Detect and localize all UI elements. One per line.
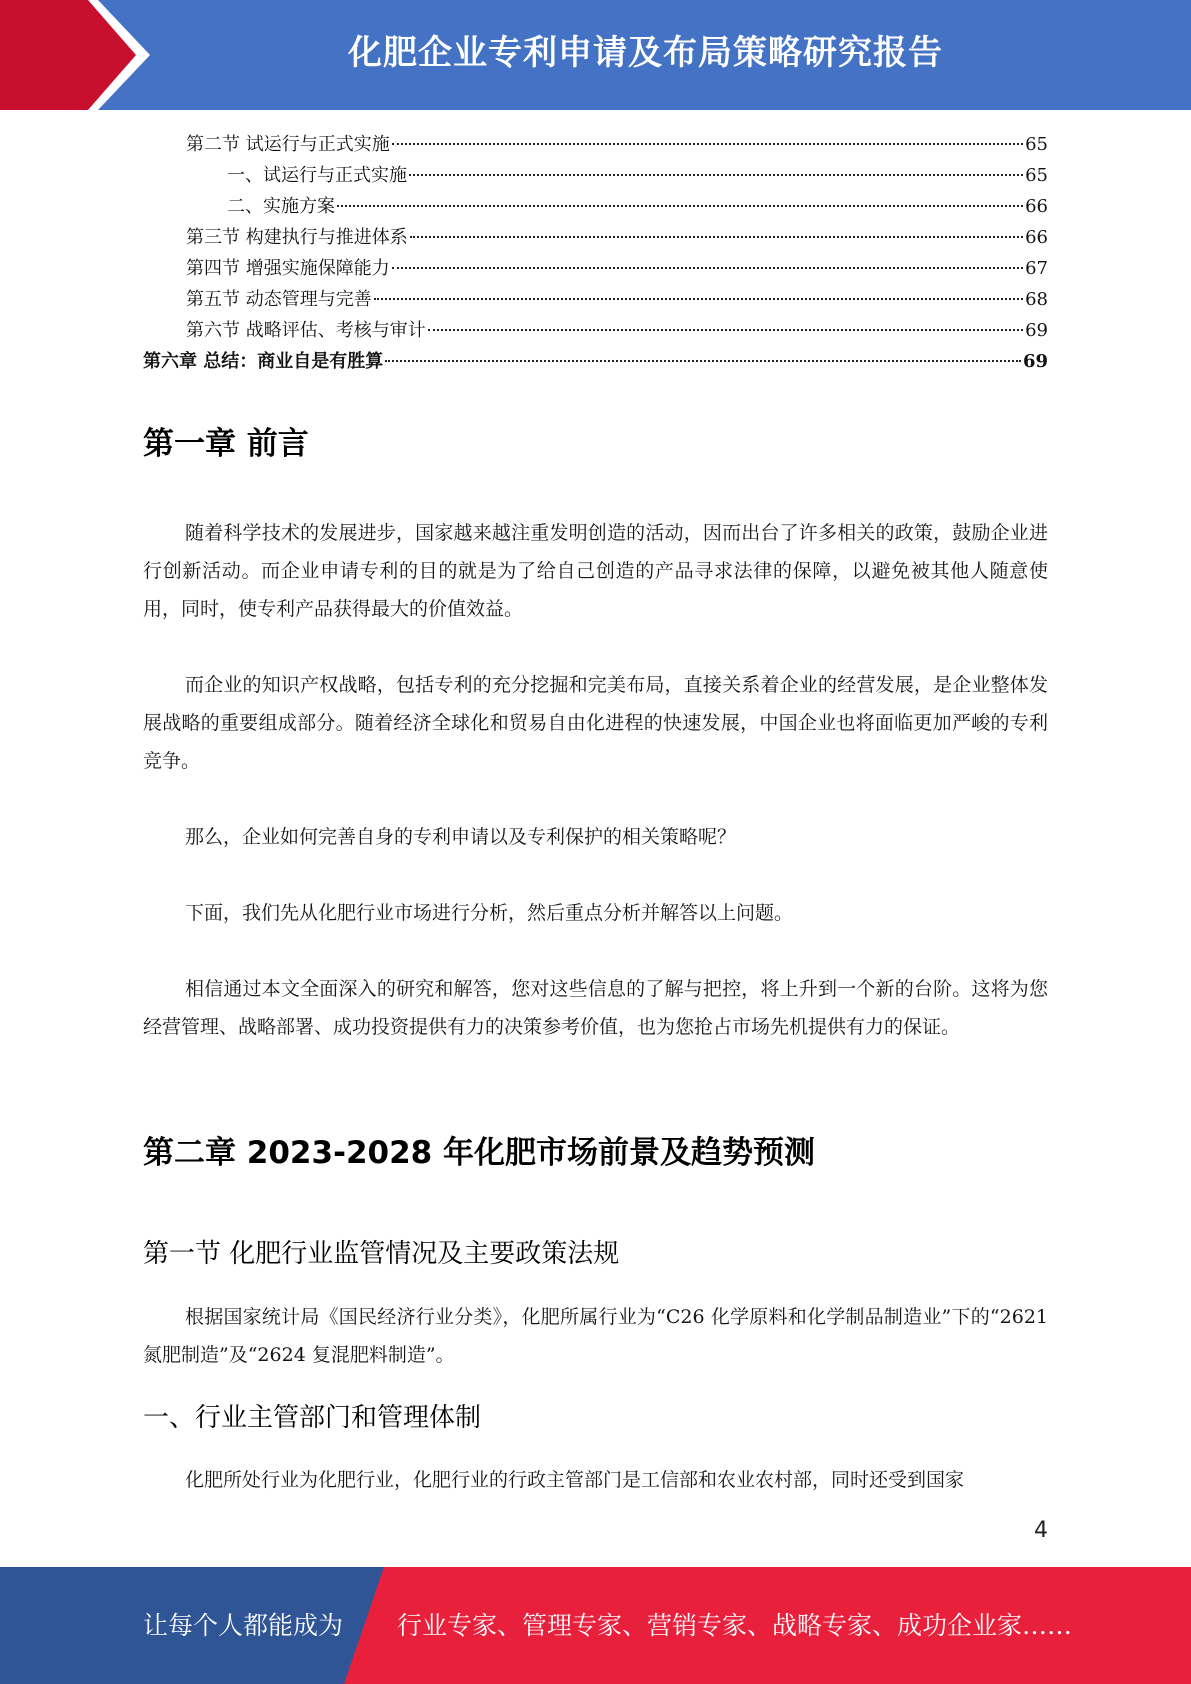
body-paragraph: 那么，企业如何完善自身的专利申请以及专利保护的相关策略呢？ [185,826,737,848]
toc-entry-page: 66 [1025,227,1048,248]
toc-dot-leader [392,143,1023,145]
section-heading: 第一节 化肥行业监管情况及主要政策法规 [143,1239,620,1269]
body-paragraph: 下面，我们先从化肥行业市场进行分析，然后重点分析并解答以上问题。 [185,902,794,924]
toc-entry[interactable] [143,346,1048,377]
toc-dot-leader [374,298,1023,300]
chevron-logo-icon [0,0,160,110]
toc-entry-label: 一、试运行与正式实施 [227,165,407,186]
toc-entry-page: 65 [1025,165,1048,186]
footer-banner [0,1567,1191,1684]
chapter-heading: 第二章 2023-2028 年化肥市场前景及趋势预测 [143,1135,816,1171]
body-paragraph: 化肥所处行业为化肥行业，化肥行业的行政主管部门是工信部和农业农村部，同时还受到国家 [185,1469,965,1491]
footer-slogan-right: 行业专家、管理专家、营销专家、战略专家、成功企业家…… [397,1611,1073,1640]
toc-entry-page: 69 [1022,351,1048,372]
toc-dot-leader [392,267,1023,269]
toc-entry[interactable] [143,191,1048,222]
toc-entry[interactable] [143,315,1048,346]
page-number: 4 [1034,1518,1048,1543]
body-paragraph: 根据国家统计局《国民经济行业分类》，化肥所属行业为“C26 化学原料和化学制品制造业”下的“2621 氮肥制造”及“2624 复混肥料制造”。 [143,1306,1048,1366]
toc-entry-page: 68 [1025,289,1048,310]
toc-entry-label: 第四节 增强实施保障能力 [186,258,390,279]
toc-entry[interactable] [143,160,1048,191]
body-paragraph: 而企业的知识产权战略，包括专利的充分挖掘和完美布局，直接关系着企业的经营发展，是企业整体发展战略的重要组成部分。随着经济全球化和贸易自由化进程的快速发展，中国企业也将面临更加严峻的专利竞争。 [143,674,1048,772]
report-title: 化肥企业专利申请及布局策略研究报告 [348,33,943,73]
body-paragraph: 随着科学技术的发展进步，国家越来越注重发明创造的活动，因而出台了许多相关的政策，鼓励企业进行创新活动。而企业申请专利的目的就是为了给自己创造的产品寻求法律的保障，以避免被其他人随意使用，同时，使专利产品获得最大的价值效益。 [143,522,1048,620]
body-paragraph: 相信通过本文全面深入的研究和解答，您对这些信息的了解与把控，将上升到一个新的台阶。这将为您经营管理、战略部署、成功投资提供有力的决策参考价值，也为您抢占市场先机提供有力的保证。 [143,978,1048,1038]
toc-dot-leader [410,236,1023,238]
toc-entry-label: 第六章 总结：商业自是有胜算 [143,351,384,372]
toc-entry-label: 第六节 战略评估、考核与审计 [186,320,426,341]
toc-entry-label: 第五节 动态管理与完善 [186,289,372,310]
toc-entry-page: 69 [1025,320,1048,341]
toc-entry[interactable] [143,284,1048,315]
toc-entry-label: 第二节 试运行与正式实施 [186,134,390,155]
toc-dot-leader [428,329,1023,331]
toc-dot-leader [409,174,1023,176]
toc-entry[interactable] [143,222,1048,253]
toc-entry-page: 66 [1025,196,1048,217]
toc-dot-leader [385,360,1021,362]
toc-dot-leader [337,205,1023,207]
chapter-heading: 第一章 前言 [143,426,309,462]
toc-entry-label: 第三节 构建执行与推进体系 [186,227,408,248]
toc-entry-page: 65 [1025,134,1048,155]
toc-entry[interactable] [143,129,1048,160]
toc-entry[interactable] [143,253,1048,284]
toc-entry-label: 二、实施方案 [227,196,335,217]
table-of-contents [143,129,1048,377]
header-banner [0,0,1191,110]
subsection-heading: 一、行业主管部门和管理体制 [143,1403,482,1433]
toc-entry-page: 67 [1025,258,1048,279]
footer-slogan-left: 让每个人都能成为 [143,1611,344,1640]
